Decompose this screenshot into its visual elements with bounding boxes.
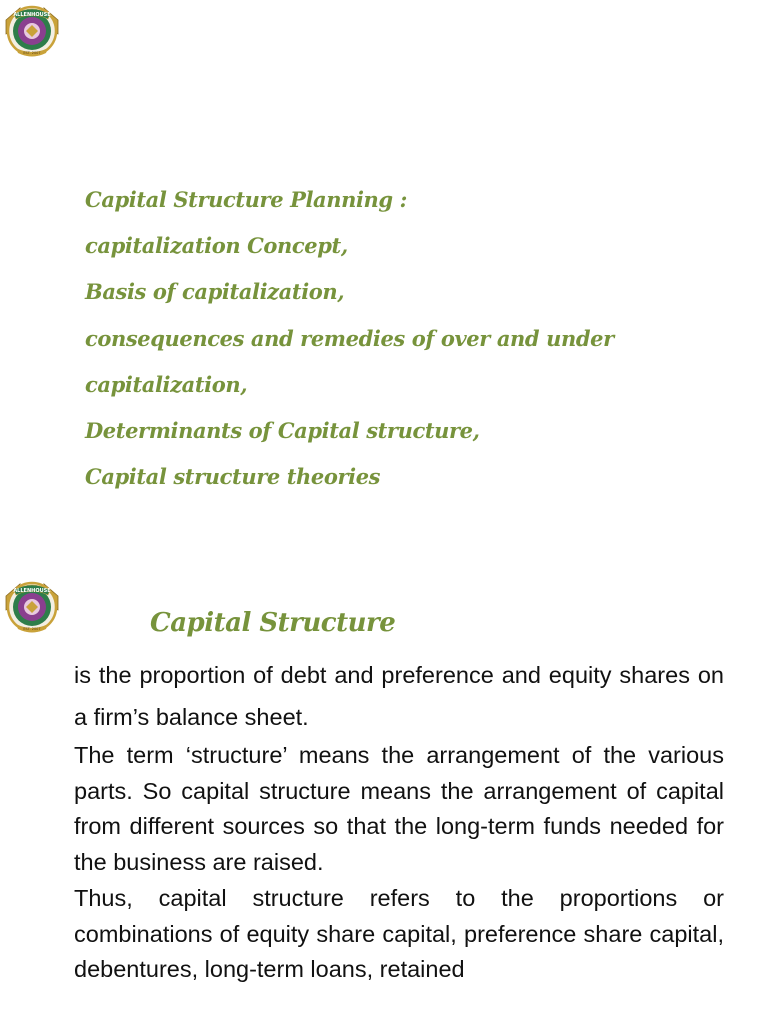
allenhouse-crest-icon [2, 0, 62, 62]
paragraph-proportions: Thus, capital structure refers to the proportions or combinations of equity share capital, preference share capital, debentures, long-term loans, retained [74, 884, 724, 983]
topic-item: Capital Structure Planning : [85, 187, 407, 212]
topic-item: Capital structure theories [85, 464, 381, 490]
crest-text-top: ALLENHOUSE [13, 12, 51, 18]
paragraph-structure-meaning: The term ‘structure’ means the arrangement of the various parts. So capital structure means the arrangement of capital from different sources so that the long-term funds needed for the business are raised. [74, 742, 724, 876]
topic-item: capitalization Concept, [85, 233, 348, 259]
slide-heading: Capital Structure [150, 608, 396, 638]
slide-capital-structure [0, 570, 768, 1024]
topic-item: capitalization, [85, 371, 248, 397]
topic-item: Basis of capitalization, [85, 279, 345, 305]
topic-list [85, 182, 614, 505]
crest-text-bottom: EST. 2007 [23, 627, 41, 631]
topic-item: consequences and remedies of over and under [85, 325, 614, 351]
paragraph-definition: is the proportion of debt and preference and equity shares on a firm’s balance sheet. [74, 662, 724, 730]
allenhouse-crest-icon [2, 576, 62, 638]
crest-text-bottom: EST. 2007 [23, 51, 41, 55]
crest-text-top: ALLENHOUSE [13, 588, 51, 594]
topic-item: Determinants of Capital structure, [85, 417, 480, 443]
body-text [74, 654, 724, 988]
